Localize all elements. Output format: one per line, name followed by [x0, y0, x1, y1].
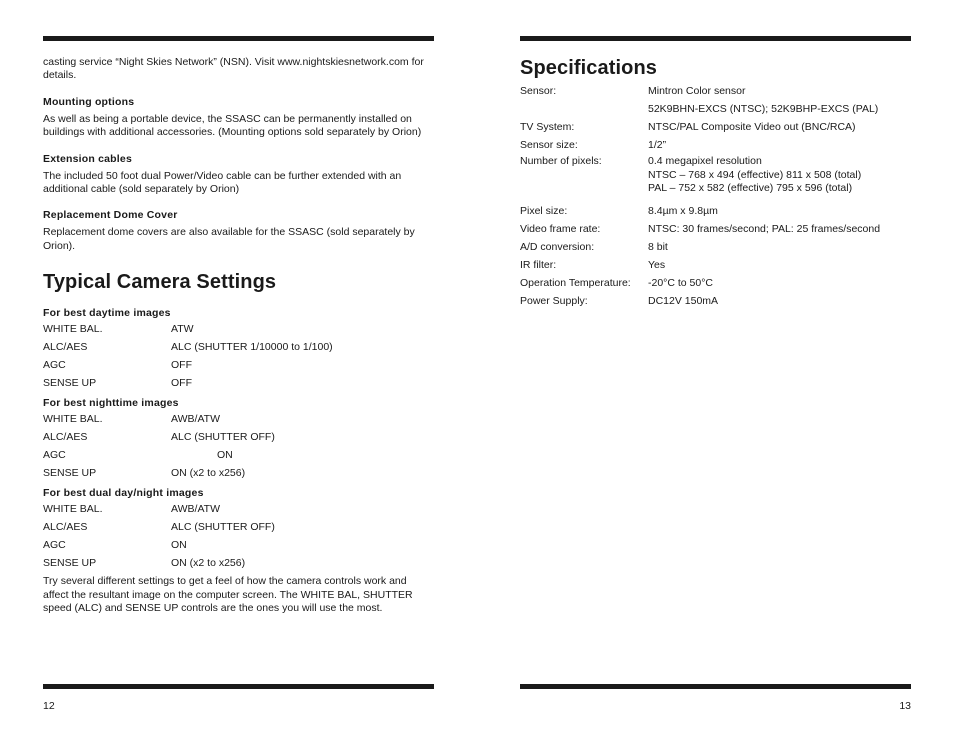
setting-key: AGC	[43, 539, 66, 552]
settings-row	[43, 500, 434, 518]
mounting-options-text: As well as being a portable device, the SSASC can be permanently installed on buildings with additional accessories. (Mounting options sold separately by Orion)	[43, 112, 422, 139]
spec-value-line: Yes	[648, 258, 666, 271]
setting-key: WHITE BAL.	[43, 413, 103, 426]
spec-label: Number of pixels:	[520, 155, 602, 167]
setting-key: SENSE UP	[43, 377, 97, 390]
right-page-content	[520, 56, 911, 310]
spec-value	[648, 256, 911, 274]
setting-key: SENSE UP	[43, 557, 97, 570]
nighttime-settings	[43, 410, 434, 482]
intro-paragraph: casting service “Night Skies Network” (NSN). Visit www.nightskiesnetwork.com for details.	[43, 56, 424, 82]
spec-value	[648, 202, 911, 220]
setting-key: ALC/AES	[43, 521, 88, 534]
dome-cover-text: Replacement dome covers are also available for the SSASC (sold separately by Orion).	[43, 226, 415, 252]
spec-value-line: NTSC: 30 frames/second; PAL: 25 frames/second	[648, 222, 881, 235]
setting-value: ON (x2 to x256)	[171, 467, 246, 480]
setting-value: ALC (SHUTTER 1/10000 to 1/100)	[171, 341, 333, 354]
spec-row-power-supply	[520, 292, 911, 310]
settings-row	[43, 338, 434, 356]
left-page-content	[43, 56, 434, 615]
setting-value: AWB/ATW	[171, 413, 220, 426]
spec-row-pixels	[520, 155, 911, 196]
left-page	[43, 0, 434, 738]
spec-row-frame-rate	[520, 220, 911, 238]
setting-value: OFF	[171, 377, 192, 390]
setting-value: ON (x2 to x256)	[171, 557, 246, 570]
spec-value	[648, 220, 911, 238]
dual-title: For best dual day/night images	[43, 487, 204, 500]
spec-value-line: Mintron Color sensor	[648, 85, 746, 97]
daytime-title: For best daytime images	[43, 307, 171, 320]
spec-row-sensor-size	[520, 136, 911, 154]
spec-label: Sensor size:	[520, 139, 578, 151]
spec-value-line: 52K9BHN-EXCS (NTSC); 52K9BHP-EXCS (PAL)	[648, 103, 879, 115]
spec-value-line: -20°C to 50°C	[648, 276, 714, 289]
settings-row	[43, 464, 434, 482]
spec-value-line: NTSC/PAL Composite Video out (BNC/RCA)	[648, 121, 856, 133]
page-number: 13	[899, 700, 911, 712]
spec-row-pixel-size	[520, 202, 911, 220]
setting-value: ALC (SHUTTER OFF)	[171, 521, 275, 534]
page-number: 12	[43, 700, 55, 712]
spec-value	[648, 118, 911, 136]
spec-value-line: 8 bit	[648, 240, 668, 253]
settings-row	[43, 410, 434, 428]
settings-row	[43, 554, 434, 572]
settings-row	[43, 446, 434, 464]
spec-value	[648, 274, 911, 292]
specifications-table	[520, 82, 911, 310]
setting-key: AGC	[43, 449, 66, 462]
spec-row-tv-system	[520, 118, 911, 136]
spec-value-line: NTSC – 768 x 494 (effective) 811 x 508 (total)	[648, 168, 862, 181]
spec-label: Operation Temperature:	[520, 276, 631, 289]
spec-value	[648, 82, 911, 118]
settings-row	[43, 536, 434, 554]
top-rule	[520, 36, 911, 41]
spec-value-line: 1/2”	[648, 139, 667, 151]
bottom-rule	[520, 684, 911, 689]
setting-key: SENSE UP	[43, 467, 97, 480]
spec-label: TV System:	[520, 121, 575, 133]
setting-value: ATW	[171, 323, 194, 336]
dome-cover-title: Replacement Dome Cover	[43, 209, 178, 222]
setting-value: OFF	[171, 359, 192, 372]
setting-key: WHITE BAL.	[43, 503, 103, 516]
spec-value	[648, 155, 911, 196]
daytime-settings	[43, 320, 434, 392]
top-rule	[43, 36, 434, 41]
settings-row	[43, 518, 434, 536]
spec-row-sensor	[520, 82, 911, 118]
spec-label: Power Supply:	[520, 294, 588, 307]
setting-key: AGC	[43, 359, 66, 372]
spec-value-line: PAL – 752 x 582 (effective) 795 x 596 (total)	[648, 182, 853, 194]
mounting-options-title: Mounting options	[43, 95, 135, 108]
spec-row-operation-temperature	[520, 274, 911, 292]
closing-paragraph: Try several different settings to get a feel of how the camera controls work and affect the resultant image on the computer screen. The WHITE BAL, SHUTTER speed (ALC) and SENSE UP controls are the ones you will use the most.	[43, 575, 413, 615]
spec-value	[648, 136, 911, 154]
spec-value-line: 0.4 megapixel resolution	[648, 155, 762, 167]
spec-value-line: 8.4µm x 9.8µm	[648, 204, 718, 217]
setting-key: ALC/AES	[43, 431, 88, 444]
setting-key: WHITE BAL.	[43, 323, 103, 336]
setting-key: ALC/AES	[43, 341, 88, 354]
typical-settings-heading: Typical Camera Settings	[43, 271, 277, 294]
spec-label: Sensor:	[520, 85, 557, 97]
spec-label: Pixel size:	[520, 204, 568, 217]
nighttime-title: For best nighttime images	[43, 397, 179, 410]
setting-value: ON	[217, 449, 233, 462]
spec-value	[648, 238, 911, 256]
dual-settings	[43, 500, 434, 572]
settings-row	[43, 320, 434, 338]
spec-value	[648, 292, 911, 310]
settings-row	[43, 374, 434, 392]
spec-row-ir-filter	[520, 256, 911, 274]
spec-row-ad-conversion	[520, 238, 911, 256]
setting-value: ALC (SHUTTER OFF)	[171, 431, 275, 444]
spec-value-line: DC12V 150mA	[648, 294, 719, 307]
specifications-heading: Specifications	[520, 57, 657, 79]
setting-value: AWB/ATW	[171, 503, 220, 516]
spec-label: Video frame rate:	[520, 222, 601, 235]
extension-cables-title: Extension cables	[43, 152, 132, 165]
spec-label: IR filter:	[520, 258, 557, 271]
extension-cables-text: The included 50 foot dual Power/Video cable can be further extended with an additional cable (sold separately by Orion)	[43, 169, 402, 196]
bottom-rule	[43, 684, 434, 689]
setting-value: ON	[171, 539, 187, 552]
settings-row	[43, 356, 434, 374]
spec-label: A/D conversion:	[520, 240, 595, 253]
right-page	[520, 0, 911, 738]
settings-row	[43, 428, 434, 446]
